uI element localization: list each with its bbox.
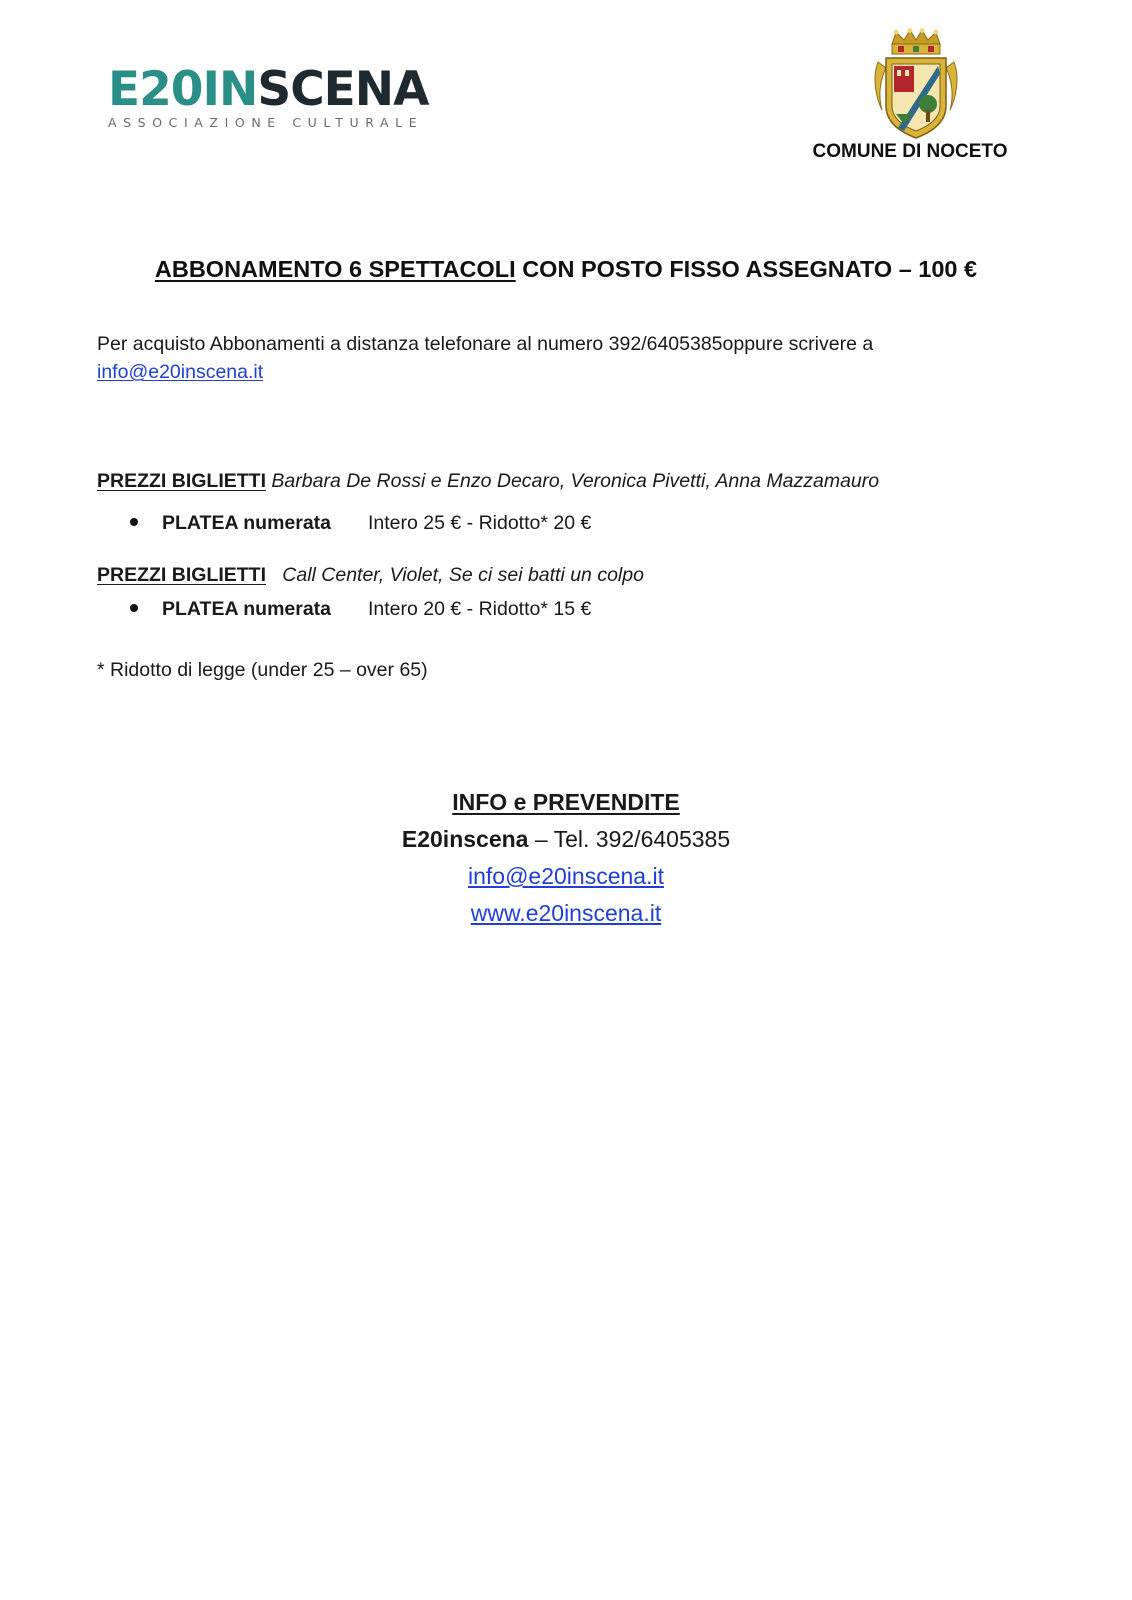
price-item-prices-1: Intero 25 € - Ridotto* 20 € bbox=[368, 512, 592, 534]
page-title bbox=[0, 256, 1132, 283]
info-website-link[interactable]: www.e20inscena.it bbox=[470, 900, 662, 926]
logo-part-teal: E20IN bbox=[108, 62, 258, 117]
bullet-icon bbox=[130, 518, 138, 526]
price-section-2 bbox=[97, 561, 1036, 589]
intro-paragraph bbox=[97, 330, 1036, 386]
footnote: * Ridotto di legge (under 25 – over 65) bbox=[97, 659, 428, 681]
info-tel: – Tel. 392/6405385 bbox=[528, 826, 731, 852]
logo-part-dark: SCENA bbox=[257, 62, 429, 117]
intro-text: Per acquisto Abbonamenti a distanza telefonare al numero 392/6405385oppure scrivere a bbox=[97, 333, 874, 355]
e20inscena-logo bbox=[108, 62, 429, 130]
price-item-1 bbox=[130, 509, 591, 537]
info-block bbox=[0, 784, 1132, 932]
info-heading: INFO e PREVENDITE bbox=[452, 789, 680, 815]
price-heading-2: PREZZI BIGLIETTI bbox=[97, 564, 266, 586]
info-email-link[interactable]: info@e20inscena.it bbox=[468, 863, 664, 889]
bullet-icon bbox=[130, 604, 138, 612]
comune-label: COMUNE DI NOCETO bbox=[812, 141, 1008, 162]
intro-email-link[interactable]: info@e20inscena.it bbox=[97, 361, 264, 383]
price-heading-1: PREZZI BIGLIETTI bbox=[97, 470, 266, 492]
price-shows-2: Call Center, Violet, Se ci sei batti un colpo bbox=[282, 564, 644, 586]
coat-of-arms-icon bbox=[874, 28, 958, 140]
crown-icon bbox=[892, 28, 940, 54]
title-underlined: ABBONAMENTO 6 SPETTACOLI bbox=[154, 256, 516, 282]
logo-subtitle: ASSOCIAZIONE CULTURALE bbox=[108, 115, 424, 130]
price-section-1 bbox=[97, 467, 1036, 495]
info-org: E20inscena bbox=[401, 826, 529, 852]
price-item-label-2: PLATEA numerata bbox=[162, 598, 332, 620]
price-item-label-1: PLATEA numerata bbox=[162, 512, 332, 534]
title-rest: CON POSTO FISSO ASSEGNATO – 100 € bbox=[515, 256, 978, 282]
price-item-prices-2: Intero 20 € - Ridotto* 15 € bbox=[368, 598, 592, 620]
info-contact-line bbox=[0, 821, 1132, 858]
price-item-2 bbox=[130, 595, 591, 623]
price-shows-1: Barbara De Rossi e Enzo Decaro, Veronica Pivetti, Anna Mazzamauro bbox=[271, 470, 880, 492]
logo-wordmark bbox=[108, 62, 429, 117]
